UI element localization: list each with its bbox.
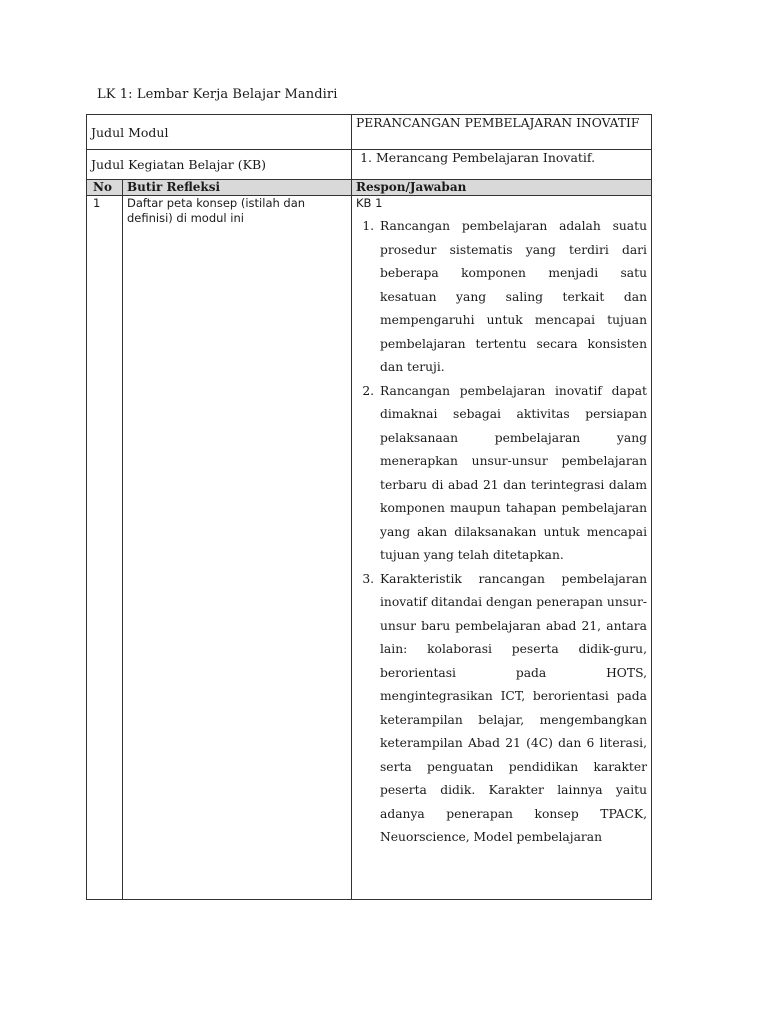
table-header-row — [87, 180, 652, 196]
list-item: 1. Rancangan pembelajaran adalah suatu prosedur sistematis yang terdiri dari beberapa komponen menjadi satu kesatuan yang saling terkait dan mempengaruhi untuk mencapai tujuan pembelajaran tertentu secara konsisten dan teruji. — [378, 215, 647, 380]
judul-modul-value: PERANCANGAN PEMBELAJARAN INOVATIF — [352, 115, 652, 150]
judul-kb-list — [356, 150, 647, 165]
row-butir-refleksi: Daftar peta konsep (istilah dan definisi) di modul ini — [123, 196, 352, 900]
row-judul-modul — [87, 115, 652, 150]
row-judul-kb — [87, 150, 652, 180]
list-item: 2. Rancangan pembelajaran inovatif dapat dimaknai sebagai aktivitas persiapan pelaksanaan pembelajaran yang menerapkan unsur-unsur pembelajaran terbaru di abad 21 dan terintegrasi dalam komponen maupun tahapan pembelajaran yang akan dilaksanakan untuk mencapai tujuan yang telah ditetapkan. — [378, 380, 647, 568]
respon-heading: KB 1 — [356, 196, 383, 210]
table-row — [87, 196, 652, 900]
row-respon — [352, 196, 652, 900]
judul-modul-label: Judul Modul — [87, 115, 352, 150]
judul-kb-label: Judul Kegiatan Belajar (KB) — [87, 150, 352, 180]
judul-kb-item: 1. Merancang Pembelajaran Inovatif. — [376, 150, 647, 165]
judul-kb-value — [352, 150, 652, 180]
header-no: No — [87, 180, 123, 196]
header-respon: Respon/Jawaban — [352, 180, 652, 196]
page-title: LK 1: Lembar Kerja Belajar Mandiri — [97, 87, 338, 102]
worksheet-table — [86, 114, 652, 900]
header-butir: Butir Refleksi — [123, 180, 352, 196]
row-number: 1 — [87, 196, 123, 900]
list-item: 3. Karakteristik rancangan pembelajaran inovatif ditandai dengan penerapan unsur-unsur baru pembelajaran abad 21, antara lain: kolaborasi peserta didik-guru, berorientasi pada HOTS, mengintegrasikan ICT, berorientasi pada keterampilan belajar, mengembangkan keterampilan Abad 21 (4C) dan 6 literasi, serta penguatan pendidikan karakter peserta didik. Karakter lainnya yaitu adanya penerapan konsep TPACK, Neuorscience, Model pembelajaran — [378, 568, 647, 850]
respon-list — [356, 215, 647, 850]
